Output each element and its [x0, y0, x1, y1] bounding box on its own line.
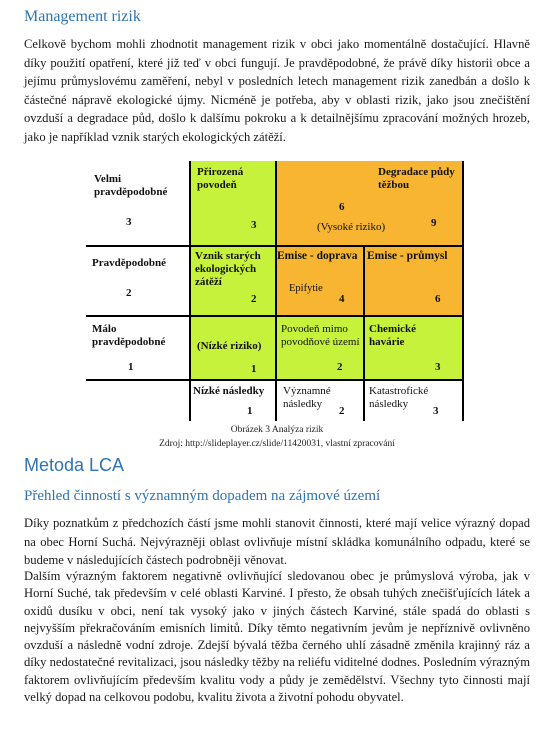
cell-number: 3 — [435, 361, 441, 373]
cell-label: Vznik starých ekologických zátěží — [195, 250, 261, 288]
grid-line — [86, 379, 463, 381]
high-risk-label: (Vysoké riziko) — [317, 221, 386, 233]
cell-label: Emise - průmysl — [367, 250, 448, 262]
cell-number: 1 — [251, 363, 257, 375]
risk-matrix — [86, 161, 463, 421]
cell-number: 9 — [431, 217, 437, 229]
grid-line — [86, 245, 463, 247]
row-label-number: 2 — [126, 287, 132, 299]
row-label-number: 3 — [126, 216, 132, 228]
cell-natural-flood — [189, 161, 275, 245]
col-label-catastrophic-consequences — [363, 379, 463, 421]
subheading-activities: Přehled činností s významným dopadem na zájmové území — [24, 488, 381, 504]
cell-old-ecological-burdens — [189, 245, 275, 315]
col-label-significant-consequences — [275, 379, 363, 421]
cell-emissions-industry — [363, 245, 463, 315]
figure-caption: Obrázek 3 Analýza rizik — [230, 425, 324, 435]
figure-source: Zdroj: http://slideplayer.cz/slide/11420031, vlastní zpracování — [159, 439, 395, 449]
col-label-number: 1 — [247, 405, 253, 417]
cell-sublabel: Epifytie — [289, 283, 323, 294]
row-label-text: Málo pravděpodobné — [92, 323, 166, 348]
cell-low-risk — [189, 315, 275, 379]
row-label-very-likely — [86, 161, 189, 245]
cell-label: (Nízké riziko) — [197, 340, 262, 352]
grid-line — [189, 161, 191, 421]
row-label-text: Velmi pravděpodobné — [94, 173, 168, 198]
grid-line — [462, 161, 464, 421]
cell-number: 6 — [339, 201, 345, 213]
row-label-likely — [86, 245, 189, 315]
paragraph-management-rizik: Celkově bychom mohli zhodnotit management rizik v obci jako momentálně dostačující. Hlavně díky použití opatření, které již teď v obci fungují. Je pravděpodobné, že právě díky historii obce a jejímu průmyslovému zaměření, nebyl v posledních letech management rizik zanedbán a došlo k částečné nápravě ekologické újmy. Nicméně je potřeba, aby v oblasti rizik, jako jsou znečištění ovzduší a degradace půd, došlo k dalšímu pokroku a k detailnějšímu zpracování možných hrozeb, jako je například vznik starých ekologických zátěží. — [24, 37, 530, 144]
col-label-low-consequences — [189, 379, 275, 421]
cell-number: 2 — [337, 361, 343, 373]
cell-label: Degradace půdy těžbou — [378, 166, 455, 191]
cell-flood-outside-area — [275, 315, 363, 379]
paragraph-lca-intro: Díky poznatkům z předchozích částí jsme mohli stanovit činnosti, které mají velice výrazný dopad na obec Horní Suchá. Nejvýrazněji oblast ovlivňuje místní skládka komunálního odpadu, které se budeme v následujících částech podrobněji věnovat. — [24, 516, 530, 568]
cell-number: 2 — [251, 293, 257, 305]
row-label-text: Pravděpodobné — [92, 257, 166, 269]
cell-label: Povodeň mimo povodňové území — [281, 323, 360, 348]
col-label-number: 3 — [433, 405, 439, 417]
section-heading-metoda-lca: Metoda LCA — [24, 455, 125, 475]
cell-number: 6 — [435, 293, 441, 305]
cell-label: Emise - doprava — [277, 250, 358, 262]
row-label-unlikely — [86, 315, 189, 379]
cell-number: 4 — [339, 293, 345, 305]
col-label-text: Katastrofické následky — [369, 385, 429, 410]
cell-emissions-transport — [275, 245, 363, 315]
cell-label: Přirozená povodeň — [197, 166, 244, 191]
paragraph-lca-factors: Dalším výrazným faktorem negativně ovlivňující sledovanou obec je průmyslová výroba, jak v Horní Suché, tak především v celé oblasti Karviné. I přesto, že obsah tuhých znečišťujících látek a oxidů dusíku v obci, není tak vysoký jako v jiných částech Karviné, stále spadá do oblasti s nejvyšším překračováním emisních limitů. Díky těmto negativním jevům je nepříznivě ovlivněno ovzduší a následně vodní zdroje. Zdejší bývalá těžba černého uhlí zásadně změnila krajinný ráz a díky nedostatečné revitalizaci, jsou následky těžby na reliéfu viditelné dodnes. Posledním výrazným faktorem ovlivňujícím především kvalitu vody a půdy je zemědělství. Všechny tyto činnosti mají velký dopad na celkovou podobu, kvalitu života a životní pohodu obyvatel. — [24, 569, 530, 705]
col-label-number: 2 — [339, 405, 345, 417]
grid-line — [86, 315, 463, 317]
cell-label: Chemické havárie — [369, 323, 417, 348]
row-label-number: 1 — [128, 361, 134, 373]
cell-number: 3 — [251, 219, 257, 231]
grid-line — [275, 161, 277, 421]
cell-chemical-accidents — [363, 315, 463, 379]
grid-line — [363, 245, 365, 421]
col-label-text: Významné následky — [283, 385, 331, 410]
col-label-text: Nízké následky — [193, 385, 265, 397]
section-heading-management-rizik: Management rizik — [24, 8, 141, 25]
